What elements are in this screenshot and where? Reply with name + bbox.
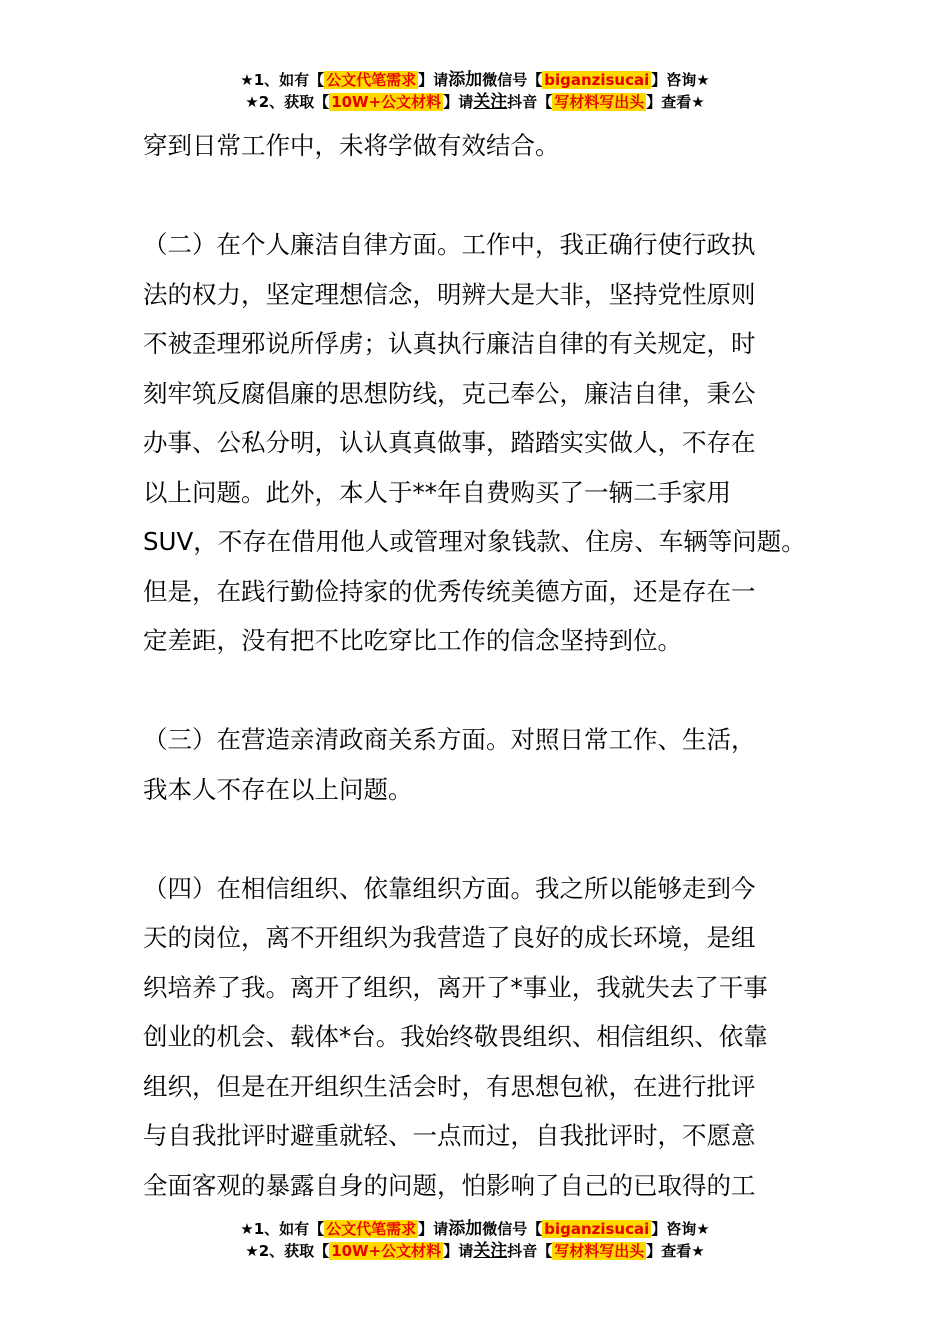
banner-text: 】咨询★ — [651, 1220, 710, 1238]
banner-highlight: 10W+公文材料 — [331, 1242, 442, 1260]
text-line: 与自我批评时避重就轻、一点而过，自我批评时，不愿意 — [143, 1121, 756, 1150]
banner-text: 】咨询★ — [651, 71, 710, 89]
banner-highlight: 公文代笔需求 — [326, 1220, 417, 1238]
banner-text: ★1、如有【 — [240, 71, 325, 89]
text-line: 穿到日常工作中，未将学做有效结合。 — [143, 131, 560, 160]
text-line: （三）在营造亲清政商关系方面。对照日常工作、生活， — [143, 725, 756, 754]
banner-highlight-douyin-id: 写材料写出头 — [554, 1242, 645, 1260]
banner-line-1 — [0, 1218, 950, 1240]
paragraph-section-4 — [143, 864, 823, 1211]
banner-text: ★1、如有【 — [240, 1220, 325, 1238]
banner-text: 】查看★ — [646, 1242, 705, 1260]
text-line: 天的岗位，离不开组织为我营造了良好的成长环境，是组 — [143, 923, 756, 952]
banner-text: 抖音【 — [507, 1242, 553, 1260]
paragraph-section-2 — [143, 220, 823, 666]
text-line: 我本人不存在以上问题。 — [143, 774, 413, 804]
banner-text: 微信号【 — [482, 71, 543, 89]
banner-text: 】请 — [443, 1242, 474, 1260]
text-line: 创业的机会、载体*台。我始终敬畏组织、相信组织、依靠 — [143, 1022, 768, 1051]
text-line: 组织，但是在开组织生活会时，有思想包袱，在进行批评 — [143, 1071, 756, 1101]
text-line: 以上问题。此外，本人于**年自费购买了一辆二手家用 — [143, 477, 731, 507]
banner-text: 】请 — [443, 93, 474, 111]
text-line: （四）在相信组织、依靠组织方面。我之所以能够走到今 — [143, 873, 756, 903]
banner-emphasis: 添加 — [448, 1219, 483, 1239]
banner-text: 】查看★ — [646, 93, 705, 111]
banner-emphasis: 关注 — [473, 1241, 508, 1261]
paragraph-continuation — [143, 121, 823, 171]
banner-highlight-douyin-id: 写材料写出头 — [554, 93, 645, 111]
banner-emphasis: 添加 — [448, 70, 483, 90]
footer-banner — [0, 1218, 950, 1262]
banner-line-2 — [0, 1240, 950, 1262]
text-line: 织培养了我。离开了组织，离开了*事业，我就失去了干事 — [143, 972, 768, 1002]
text-line: 但是，在践行勤俭持家的优秀传统美德方面，还是存在一 — [143, 576, 756, 606]
text-line: （二）在个人廉洁自律方面。工作中，我正确行使行政执 — [143, 230, 756, 259]
banner-text: 微信号【 — [482, 1220, 543, 1238]
banner-text: ★2、获取【 — [245, 93, 330, 111]
banner-line-2 — [0, 91, 950, 113]
banner-highlight-wechat-id: biganzisucai — [544, 71, 650, 89]
text-line: 定差距，没有把不比吃穿比工作的信念坚持到位。 — [143, 626, 682, 655]
document-body — [143, 121, 823, 1210]
paragraph-section-3 — [143, 715, 823, 814]
banner-text: 抖音【 — [507, 93, 553, 111]
banner-highlight: 公文代笔需求 — [326, 71, 417, 89]
banner-text: 】请 — [418, 1220, 449, 1238]
banner-emphasis: 关注 — [473, 92, 508, 112]
banner-highlight: 10W+公文材料 — [331, 93, 442, 111]
text-line: 全面客观的暴露自身的问题，怕影响了自己的已取得的工 — [143, 1170, 756, 1200]
text-line: 刻牢筑反腐倡廉的思想防线，克己奉公，廉洁自律，秉公 — [143, 378, 756, 408]
text-line: SUV，不存在借用他人或管理对象钱款、住房、车辆等问题。 — [143, 527, 806, 556]
text-line: 法的权力，坚定理想信念，明辨大是大非，坚持党性原则 — [143, 279, 756, 309]
text-line: 不被歪理邪说所俘虏；认真执行廉洁自律的有关规定，时 — [143, 329, 756, 358]
banner-text: 】请 — [418, 71, 449, 89]
banner-text: ★2、获取【 — [245, 1242, 330, 1260]
header-banner — [0, 69, 950, 113]
banner-highlight-wechat-id: biganzisucai — [544, 1220, 650, 1238]
banner-line-1 — [0, 69, 950, 91]
text-line: 办事、公私分明，认认真真做事，踏踏实实做人，不存在 — [143, 428, 756, 457]
